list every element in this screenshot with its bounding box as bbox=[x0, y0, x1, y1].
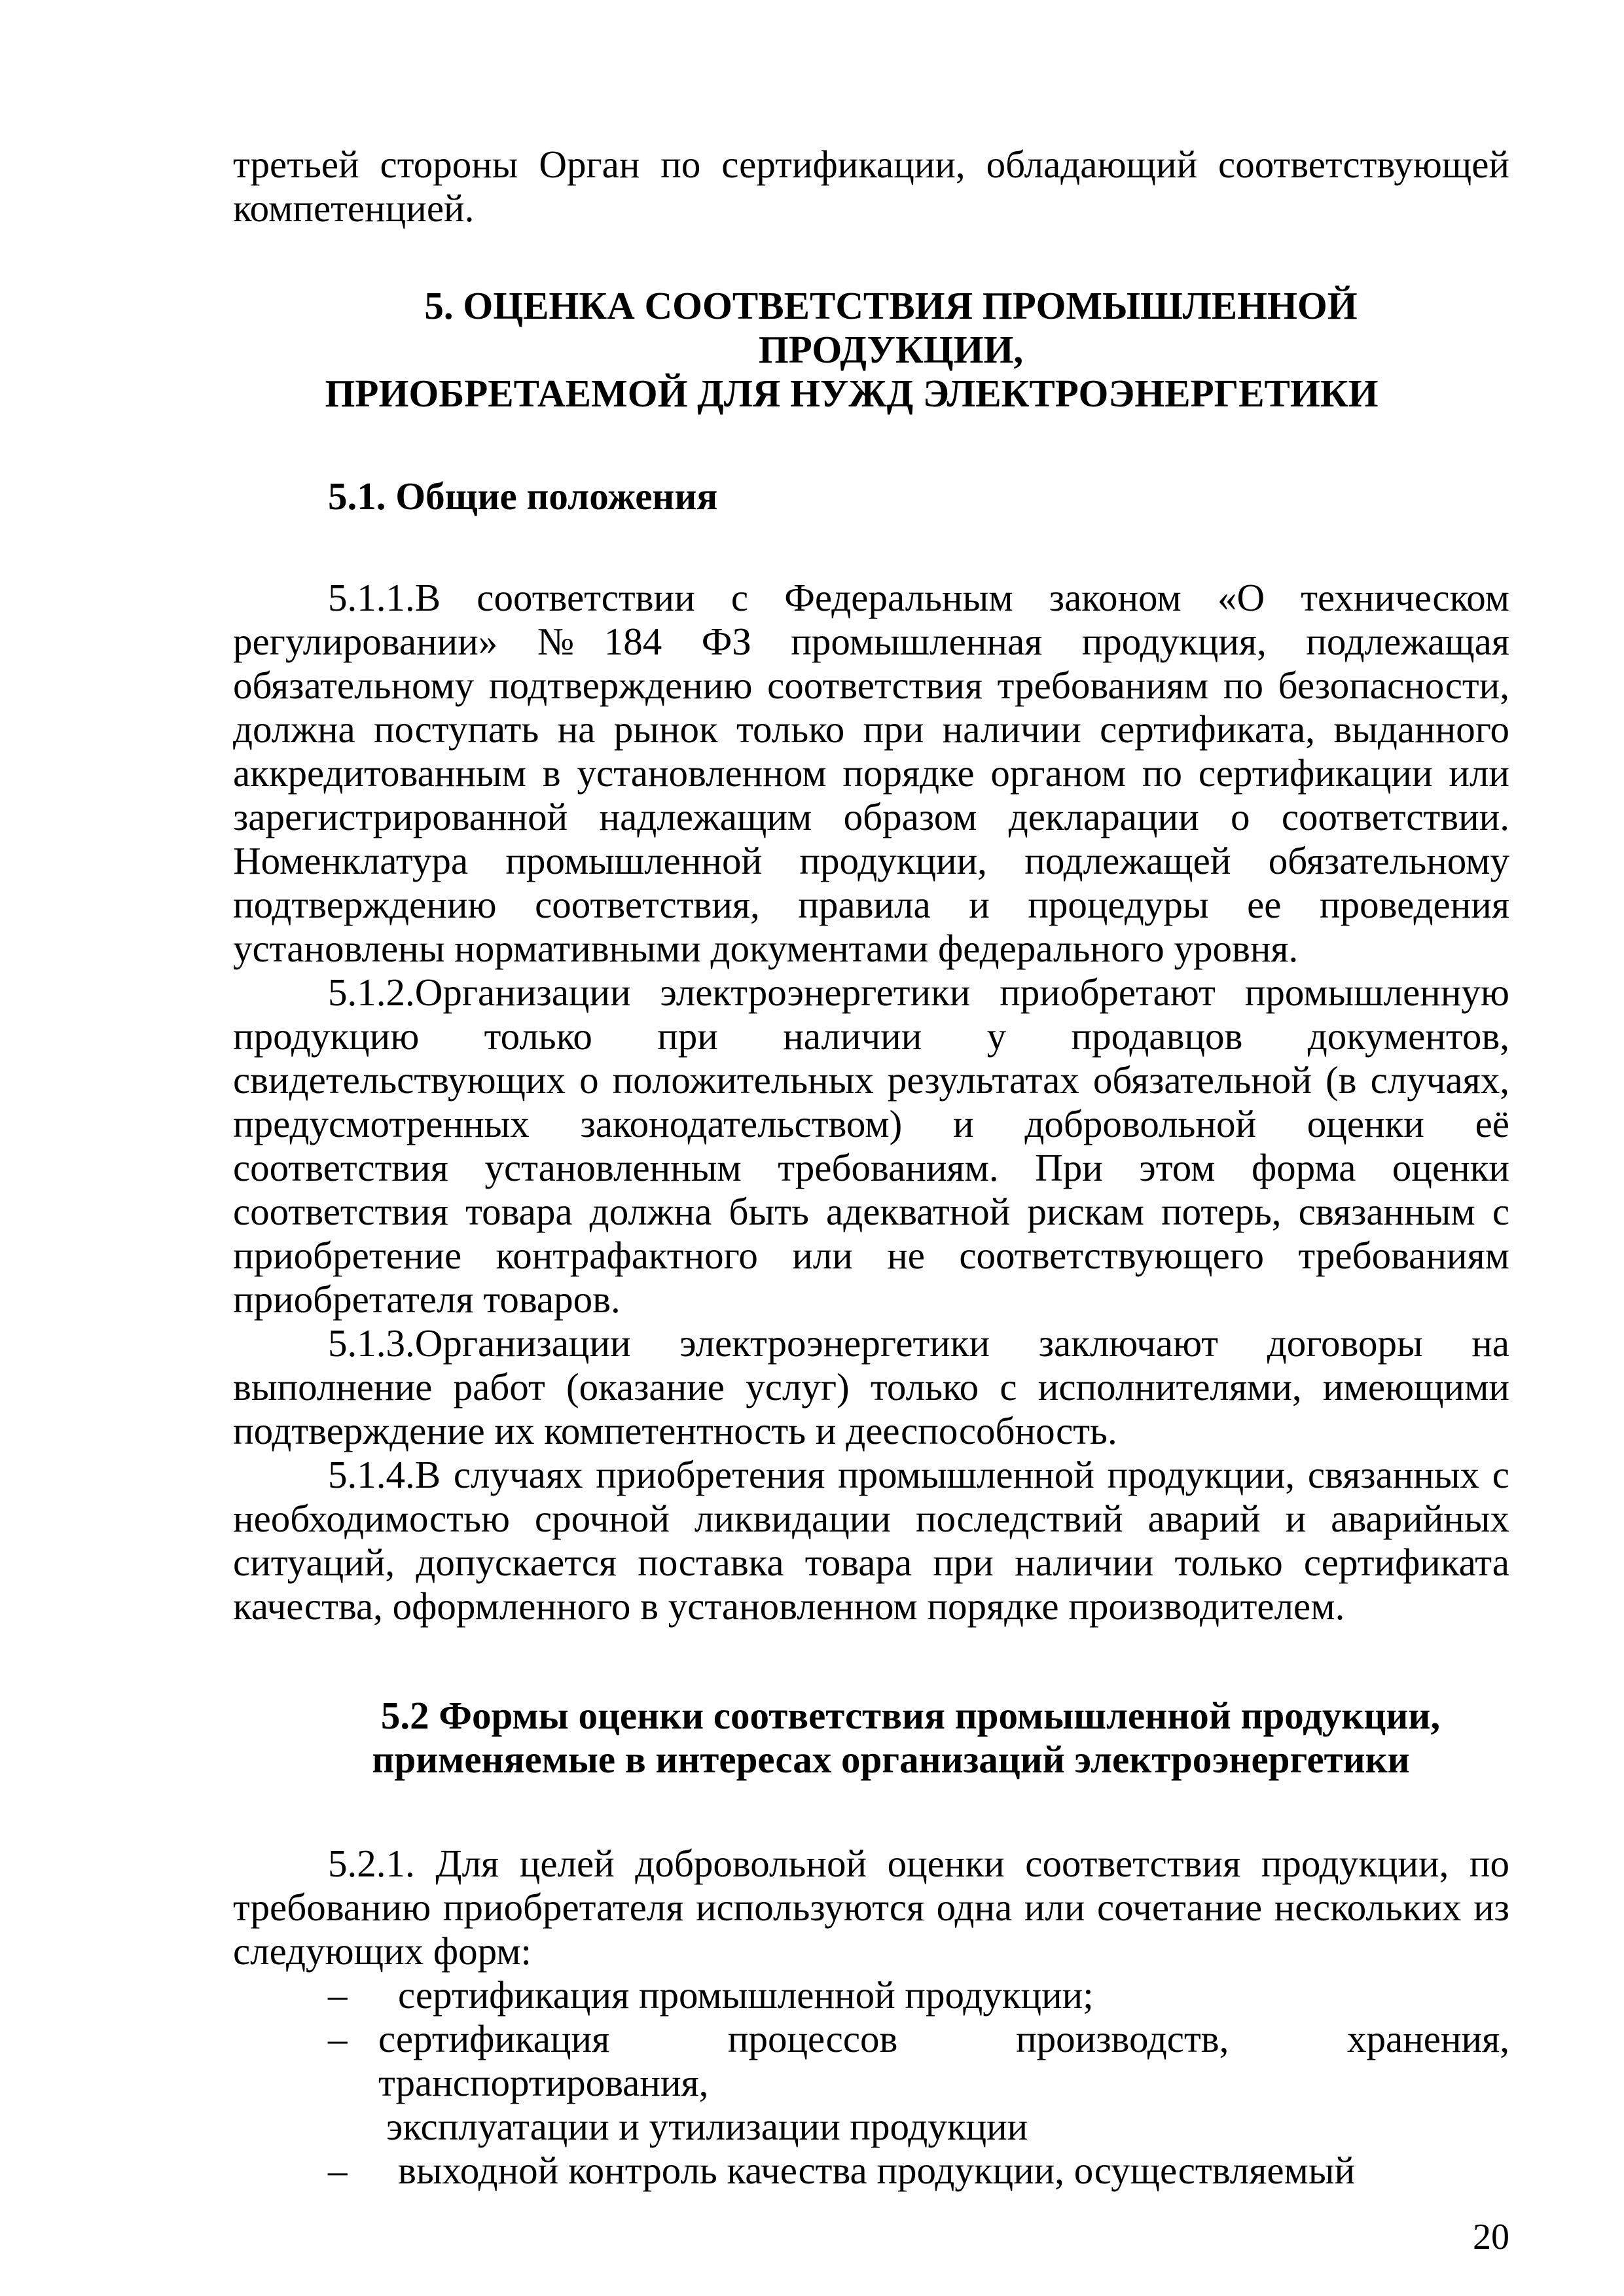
section-5-2-heading-line-1: 5.2 Формы оценки соответствия промышленной продукции, bbox=[380, 1694, 1441, 1737]
dash-marker: – bbox=[328, 2149, 348, 2192]
list-word: процессов bbox=[727, 2017, 898, 2060]
page-number: 20 bbox=[1473, 2217, 1509, 2257]
list-item-continuation: эксплуатации и утилизации продукции bbox=[386, 2105, 1028, 2148]
list-item-text: выходной контроль качества продукции, осуществляемый bbox=[398, 2149, 1356, 2192]
dash-marker: – bbox=[328, 2017, 348, 2060]
paragraph-5-1-3: 5.1.3.Организации электроэнергетики заключают договоры на выполнение работ (оказание услуг) только с исполнителями, имеющими подтверждение их компетентность и дееспособность. bbox=[233, 1321, 1509, 1452]
section-5-title bbox=[233, 284, 1509, 416]
section-5-2-heading-line-2: применяемые в интересах организаций электроэнергетики bbox=[372, 1738, 1410, 1781]
section-5-title-line-3: ПРИОБРЕТАЕМОЙ ДЛЯ НУЖД ЭЛЕКТРОЭНЕРГЕТИКИ bbox=[325, 372, 1379, 415]
list-item bbox=[233, 1973, 1509, 2017]
dash-marker: – bbox=[328, 1973, 348, 2017]
forms-list bbox=[233, 1973, 1509, 2193]
list-item-continuation: транспортирования, bbox=[378, 2061, 709, 2104]
list-item-text: сертификация промышленной продукции; bbox=[398, 1973, 1094, 2017]
section-5-1-heading: 5.1. Общие положения bbox=[328, 475, 718, 518]
list-item-line bbox=[378, 2017, 1509, 2061]
paragraph-5-1-2: 5.1.2.Организации электроэнергетики приобретают промышленную продукцию только при наличии у продавцов документов, свидетельствующих о положительных результатах обязательной (в случаях, предусмотренных законодательством) и добровольной оценки её соответствия установленным требованиям. При этом форма оценки соответствия товара должна быть адекватной рискам потерь, связанным с приобретение контрафактного или не соответствующего требованиям приобретателя товаров. bbox=[233, 971, 1509, 1321]
list-item bbox=[233, 2017, 1509, 2149]
page-content bbox=[233, 143, 1509, 2193]
section-5-2-heading bbox=[233, 1694, 1509, 1782]
list-word: хранения, bbox=[1347, 2017, 1509, 2060]
list-item bbox=[233, 2149, 1509, 2193]
section-5-title-line-1: 5. ОЦЕНКА СООТВЕТСТВИЯ ПРОМЫШЛЕННОЙ bbox=[424, 284, 1358, 327]
intro-paragraph: третьей стороны Орган по сертификации, обладающий соответствующей компетенцией. bbox=[233, 143, 1509, 230]
paragraph-5-2-1: 5.2.1. Для целей добровольной оценки соответствия продукции, по требованию приобретателя используются одна или сочетание нескольких из следующих форм: bbox=[233, 1842, 1509, 1973]
section-5-title-line-2: ПРОДУКЦИИ, bbox=[758, 328, 1024, 371]
paragraph-5-1-4: 5.1.4.В случаях приобретения промышленной продукции, связанных с необходимостью срочной ликвидации последствий аварий и аварийных ситуаций, допускается поставка товара при наличии только сертификата качества, оформленного в установленном порядке производителем. bbox=[233, 1453, 1509, 1628]
list-word: сертификация bbox=[378, 2017, 610, 2060]
paragraph-5-1-1: 5.1.1.В соответствии с Федеральным законом «О техническом регулировании» №184 ФЗ промышленная продукция, подлежащая обязательному подтверждению соответствия требованиям по безопасности, должна поступать на рынок только при наличии сертификата, выданного аккредитованным в установленном порядке органом по сертификации или зарегистрированной надлежащим образом декларации о соответствии. Номенклатура промышленной продукции, подлежащей обязательному подтверждению соответствия, правила и процедуры ее проведения установлены нормативными документами федерального уровня. bbox=[233, 576, 1509, 970]
list-word: производств, bbox=[1016, 2017, 1229, 2060]
